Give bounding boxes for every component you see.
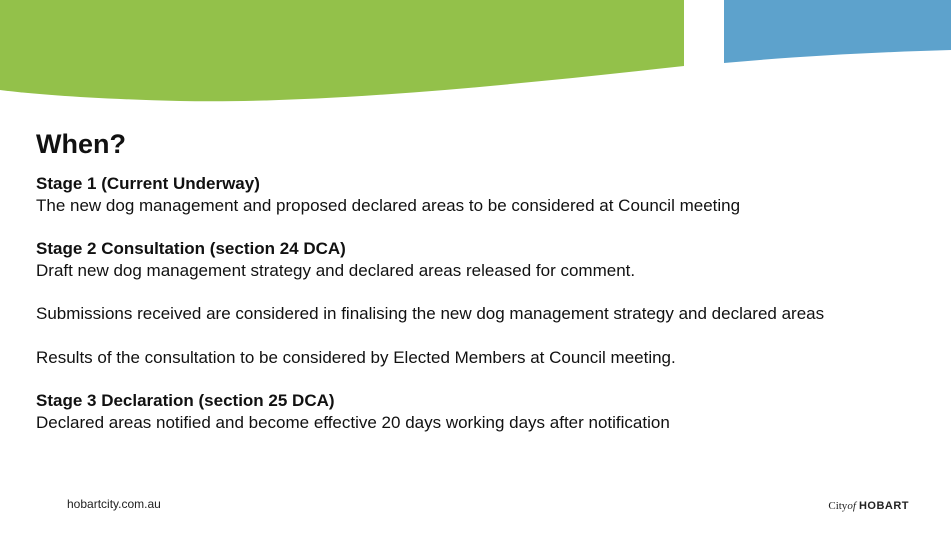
stage-3-text: Declared areas notified and become effective 20 days working days after notification xyxy=(36,412,670,432)
slide-title: When? xyxy=(36,129,126,159)
logo-city-text: City xyxy=(828,500,848,512)
stage-1-text: The new dog management and proposed declared areas to be considered at Council meeting xyxy=(36,195,741,215)
logo-hobart-text: HOBART xyxy=(858,500,909,512)
results-text: Results of the consultation to be considered by Elected Members at Council meeting. xyxy=(36,347,676,367)
header-banner-art xyxy=(0,0,951,110)
green-banner-shape xyxy=(0,0,684,101)
stage-1-block xyxy=(36,173,916,216)
stage-1-heading: Stage 1 (Current Underway) xyxy=(36,174,260,193)
submissions-text: Submissions received are considered in finalising the new dog management strategy and declared areas xyxy=(36,304,825,323)
city-of-hobart-logo xyxy=(828,499,909,513)
stage-3-block xyxy=(36,390,916,433)
logo-of-text: of xyxy=(847,500,856,512)
submissions-block xyxy=(36,303,916,325)
results-block xyxy=(36,347,916,369)
stage-3-heading: Stage 3 Declaration (section 25 DCA) xyxy=(36,391,335,410)
footer-website: hobartcity.com.au xyxy=(67,497,161,511)
slide-content xyxy=(36,173,916,455)
blue-banner-shape xyxy=(724,0,951,63)
stage-2-heading: Stage 2 Consultation (section 24 DCA) xyxy=(36,239,346,258)
stage-2-block xyxy=(36,238,916,281)
stage-2-text: Draft new dog management strategy and declared areas released for comment. xyxy=(36,260,636,280)
